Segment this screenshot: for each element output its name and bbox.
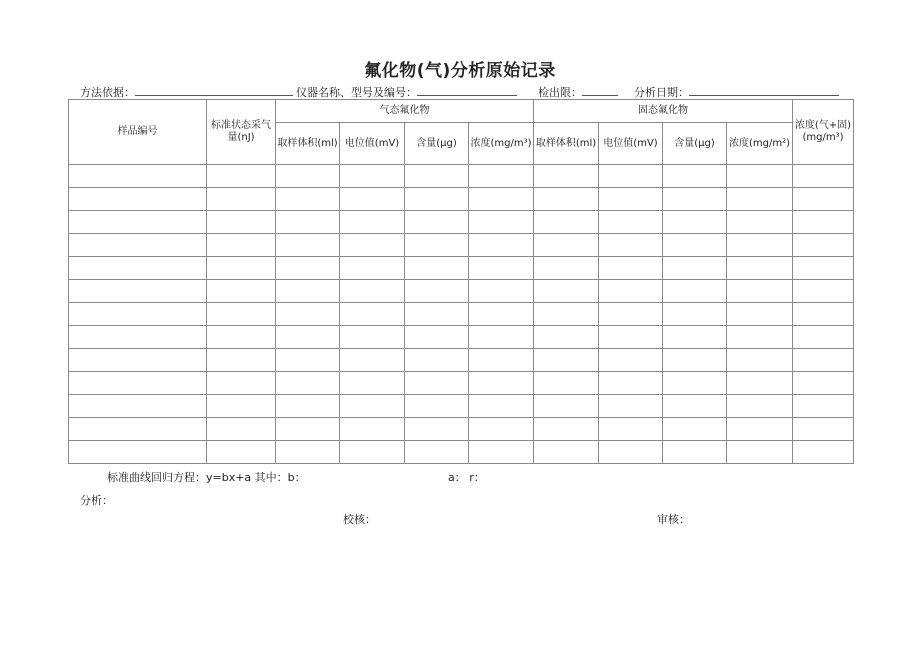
sample-no-header: 样品编号 (69, 100, 207, 165)
table-cell[interactable] (340, 349, 405, 372)
table-cell[interactable] (276, 395, 340, 418)
table-cell[interactable] (340, 211, 405, 234)
table-row (69, 280, 854, 303)
reviewer-label: 审核： (657, 513, 690, 526)
table-cell[interactable] (469, 395, 534, 418)
table-cell[interactable] (207, 165, 276, 188)
table-cell[interactable] (469, 211, 534, 234)
table-cell[interactable] (599, 395, 663, 418)
table-cell[interactable] (207, 418, 276, 441)
table-cell[interactable] (469, 188, 534, 211)
header-fields (0, 84, 920, 100)
table-cell[interactable] (69, 211, 207, 234)
table-cell[interactable] (207, 188, 276, 211)
table-cell[interactable] (276, 188, 340, 211)
table-cell[interactable] (534, 303, 599, 326)
table-cell[interactable] (276, 372, 340, 395)
detection-limit-blank[interactable] (582, 85, 618, 96)
table-cell[interactable] (793, 257, 854, 280)
table-cell[interactable] (405, 211, 469, 234)
method-blank[interactable] (135, 85, 293, 96)
table-cell[interactable] (534, 257, 599, 280)
table-cell[interactable] (207, 280, 276, 303)
table-cell[interactable] (405, 188, 469, 211)
table-cell[interactable] (469, 280, 534, 303)
table-cell[interactable] (793, 326, 854, 349)
table-cell[interactable] (534, 211, 599, 234)
table-row (69, 372, 854, 395)
table-cell[interactable] (340, 395, 405, 418)
table-cell[interactable] (599, 326, 663, 349)
regression-equation: 标准曲线回归方程：y=bx+a 其中：b： (107, 471, 306, 484)
table-cell[interactable] (663, 395, 727, 418)
table-cell[interactable] (469, 441, 534, 464)
table-cell[interactable] (793, 372, 854, 395)
table-cell[interactable] (534, 349, 599, 372)
std-volume-header: 标准状态采气量(nJ) (207, 100, 276, 165)
table-cell[interactable] (727, 188, 793, 211)
detection-limit-field (538, 84, 618, 100)
table-cell[interactable] (727, 280, 793, 303)
table-cell[interactable] (207, 303, 276, 326)
table-cell[interactable] (69, 280, 207, 303)
table-cell[interactable] (276, 418, 340, 441)
table-cell[interactable] (207, 372, 276, 395)
table-cell[interactable] (599, 280, 663, 303)
table-cell[interactable] (207, 234, 276, 257)
table-cell[interactable] (276, 326, 340, 349)
table-cell[interactable] (69, 418, 207, 441)
table-cell[interactable] (727, 349, 793, 372)
table-cell[interactable] (534, 441, 599, 464)
table-cell[interactable] (405, 418, 469, 441)
table-cell[interactable] (663, 188, 727, 211)
table-cell[interactable] (405, 234, 469, 257)
table-cell[interactable] (793, 418, 854, 441)
instrument-field (296, 84, 517, 100)
table-cell[interactable] (469, 303, 534, 326)
table-cell[interactable] (207, 326, 276, 349)
table-cell[interactable] (534, 372, 599, 395)
table-cell[interactable] (727, 418, 793, 441)
table-cell[interactable] (469, 372, 534, 395)
table-cell[interactable] (405, 441, 469, 464)
regression-a-r: a： r： (448, 471, 485, 484)
table-cell[interactable] (276, 165, 340, 188)
table-cell[interactable] (793, 165, 854, 188)
date-blank[interactable] (689, 85, 839, 96)
table-cell[interactable] (663, 211, 727, 234)
table-cell[interactable] (793, 349, 854, 372)
table-cell[interactable] (663, 372, 727, 395)
date-field (634, 84, 839, 100)
table-cell[interactable] (469, 349, 534, 372)
table-cell[interactable] (793, 188, 854, 211)
table-cell[interactable] (534, 188, 599, 211)
table-cell[interactable] (69, 349, 207, 372)
table-cell[interactable] (534, 395, 599, 418)
table-cell[interactable] (405, 349, 469, 372)
table-row (69, 165, 854, 188)
table-cell[interactable] (276, 234, 340, 257)
table-cell[interactable] (727, 211, 793, 234)
checker-label: 校核： (343, 513, 376, 526)
table-cell[interactable] (405, 280, 469, 303)
gas-volume-header: 取样体积(ml) (276, 123, 340, 165)
table-cell[interactable] (469, 257, 534, 280)
table-cell[interactable] (469, 165, 534, 188)
table-cell[interactable] (340, 441, 405, 464)
table-cell[interactable] (663, 234, 727, 257)
solid-content-header: 含量(μg) (663, 123, 727, 165)
table-cell[interactable] (340, 418, 405, 441)
method-label: 方法依据： (80, 86, 135, 99)
table-cell[interactable] (534, 165, 599, 188)
table-cell[interactable] (69, 326, 207, 349)
table-cell[interactable] (69, 372, 207, 395)
gas-potential-header: 电位值(mV) (340, 123, 405, 165)
table-cell[interactable] (276, 211, 340, 234)
table-cell[interactable] (599, 441, 663, 464)
table-cell[interactable] (663, 303, 727, 326)
table-cell[interactable] (793, 211, 854, 234)
table-cell[interactable] (727, 326, 793, 349)
detection-limit-label: 检出限： (538, 86, 582, 99)
table-cell[interactable] (340, 372, 405, 395)
table-cell[interactable] (663, 349, 727, 372)
instrument-blank[interactable] (417, 85, 517, 96)
table-cell[interactable] (727, 372, 793, 395)
table-cell[interactable] (534, 418, 599, 441)
table-row (69, 326, 854, 349)
table-row (69, 303, 854, 326)
table-cell[interactable] (405, 303, 469, 326)
table-cell[interactable] (599, 257, 663, 280)
table-cell[interactable] (663, 257, 727, 280)
table-cell[interactable] (340, 303, 405, 326)
table-cell[interactable] (340, 326, 405, 349)
table-cell[interactable] (69, 395, 207, 418)
table-cell[interactable] (727, 257, 793, 280)
table-cell[interactable] (340, 188, 405, 211)
table-row (69, 349, 854, 372)
table-cell[interactable] (599, 418, 663, 441)
table-cell[interactable] (599, 165, 663, 188)
table-cell[interactable] (69, 257, 207, 280)
table-cell[interactable] (599, 188, 663, 211)
table-cell[interactable] (599, 372, 663, 395)
table-row (69, 418, 854, 441)
table-cell[interactable] (793, 441, 854, 464)
table-cell[interactable] (69, 441, 207, 464)
table-cell[interactable] (793, 395, 854, 418)
table-cell[interactable] (663, 165, 727, 188)
table-cell[interactable] (727, 165, 793, 188)
table-cell[interactable] (276, 257, 340, 280)
table-cell[interactable] (340, 257, 405, 280)
table-cell[interactable] (793, 280, 854, 303)
table-cell[interactable] (663, 441, 727, 464)
record-table (68, 99, 854, 464)
table-cell[interactable] (207, 257, 276, 280)
table-cell[interactable] (469, 234, 534, 257)
table-cell[interactable] (793, 303, 854, 326)
solid-potential-header: 电位值(mV) (599, 123, 663, 165)
table-cell[interactable] (69, 303, 207, 326)
table-cell[interactable] (727, 234, 793, 257)
table-cell[interactable] (405, 165, 469, 188)
table-cell[interactable] (405, 395, 469, 418)
solid-volume-header: 取样体积(ml) (534, 123, 599, 165)
table-cell[interactable] (69, 234, 207, 257)
table-cell[interactable] (599, 349, 663, 372)
table-cell[interactable] (207, 395, 276, 418)
total-concentration-header: 浓度(气+固)(mg/m³) (793, 100, 854, 165)
table-cell[interactable] (663, 326, 727, 349)
table-cell[interactable] (340, 165, 405, 188)
solid-fluoride-header: 固态氟化物 (534, 100, 793, 123)
table-cell[interactable] (340, 280, 405, 303)
table-cell[interactable] (793, 234, 854, 257)
table-cell[interactable] (727, 441, 793, 464)
gas-content-header: 含量(μg) (405, 123, 469, 165)
table-cell[interactable] (340, 234, 405, 257)
table-cell[interactable] (207, 441, 276, 464)
solid-concentration-header: 浓度(mg/m²) (727, 123, 793, 165)
method-field (80, 84, 293, 100)
table-cell[interactable] (534, 326, 599, 349)
table-row (69, 234, 854, 257)
date-label: 分析日期： (634, 86, 689, 99)
table-cell[interactable] (534, 280, 599, 303)
table-cell[interactable] (276, 280, 340, 303)
table-row (69, 395, 854, 418)
table-cell[interactable] (405, 326, 469, 349)
table-cell[interactable] (599, 234, 663, 257)
table-cell[interactable] (276, 441, 340, 464)
page-title: 氟化物(气)分析原始记录 (364, 61, 556, 81)
table-cell[interactable] (405, 372, 469, 395)
table-row (69, 211, 854, 234)
table-cell[interactable] (727, 303, 793, 326)
table-cell[interactable] (727, 395, 793, 418)
table-cell[interactable] (663, 418, 727, 441)
table-cell[interactable] (276, 349, 340, 372)
table-row (69, 188, 854, 211)
instrument-label: 仪器名称、型号及编号： (296, 86, 417, 99)
table-cell[interactable] (599, 211, 663, 234)
table-cell[interactable] (469, 326, 534, 349)
table-cell[interactable] (469, 418, 534, 441)
table-cell[interactable] (663, 280, 727, 303)
analyst-label: 分析： (80, 494, 113, 507)
table-cell[interactable] (599, 303, 663, 326)
gas-concentration-header: 浓度(mg/m³) (469, 123, 534, 165)
table-row (69, 441, 854, 464)
gas-fluoride-header: 气态氟化物 (276, 100, 534, 123)
table-cell[interactable] (405, 257, 469, 280)
table-cell[interactable] (207, 349, 276, 372)
table-row (69, 257, 854, 280)
table-cell[interactable] (69, 188, 207, 211)
table-cell[interactable] (207, 211, 276, 234)
table-cell[interactable] (69, 165, 207, 188)
table-cell[interactable] (276, 303, 340, 326)
table-cell[interactable] (534, 234, 599, 257)
